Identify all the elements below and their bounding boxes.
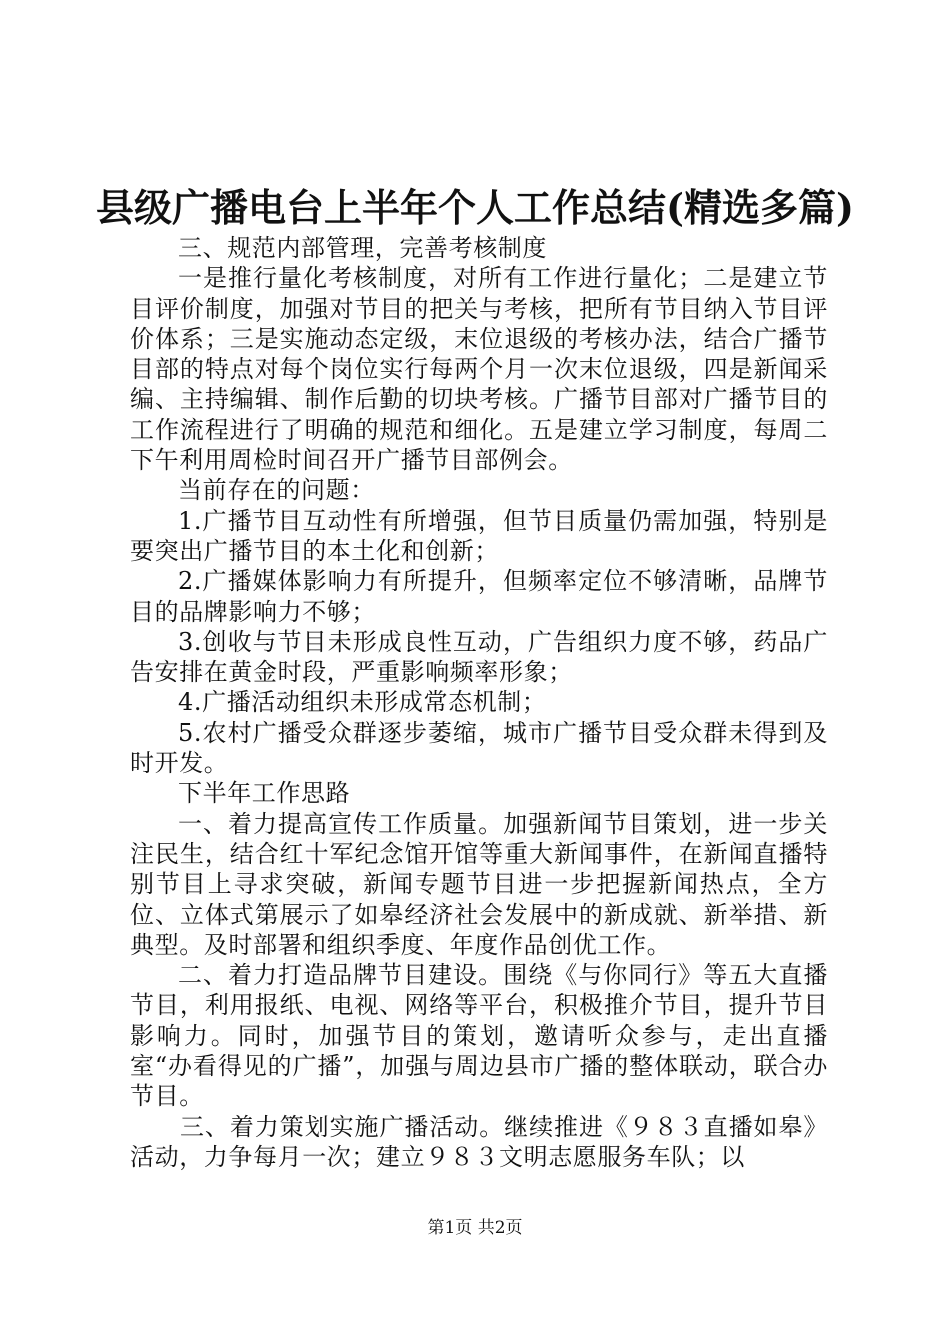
list-item: 2.广播媒体影响力有所提升，但频率定位不够清晰，品牌节目的品牌影响力不够； bbox=[130, 567, 828, 626]
document-body bbox=[130, 233, 828, 1172]
list-item: 3.创收与节目未形成良性互动，广告组织力度不够，药品广告安排在黄金时段，严重影响频率形象； bbox=[130, 627, 828, 687]
list-item: 5.农村广播受众群逐步萎缩，城市广播节目受众群未得到及时开发。 bbox=[130, 718, 828, 778]
list-item: 1.广播节目互动性有所增强，但节目质量仍需加强，特别是要突出广播节目的本土化和创新； bbox=[130, 506, 828, 565]
section-heading: 当前存在的问题： bbox=[178, 476, 375, 505]
document-title: 县级广播电台上半年个人工作总结(精选多篇) bbox=[96, 185, 854, 230]
body-paragraph: 一、着力提高宣传工作质量。加强新闻节目策划，进一步关注民生，结合红十军纪念馆开馆等重大新闻事件，在新闻直播特别节目上寻求突破，新闻专题节目进一步把握新闻热点，全方位、立体式第展示了如皋经济社会发展中的新成就、新举措、新典型。及时部署和组织季度、年度作品创优工作。 bbox=[130, 809, 828, 959]
list-item: 4.广播活动组织未形成常态机制； bbox=[178, 688, 547, 717]
page-footer: 第1页 共2页 bbox=[427, 1218, 523, 1238]
body-paragraph: 二、着力打造品牌节目建设。围绕《与你同行》等五大直播节目，利用报纸、电视、网络等平台，积极推介节目，提升节目影响力。同时，加强节目的策划，邀请听众参与，走出直播室“办看得见的广播”，加强与周边县市广播的整体联动，联合办节目。 bbox=[130, 961, 828, 1111]
section-heading: 下半年工作思路 bbox=[178, 779, 351, 808]
body-paragraph: 一是推行量化考核制度，对所有工作进行量化；二是建立节目评价制度，加强对节目的把关与考核，把所有节目纳入节目评价体系；三是实施动态定级，末位退级的考核办法，结合广播节目部的特点对每个岗位实行每两个月一次末位退级，四是新闻采编、主持编辑、制作后勤的切块考核。广播节目部对广播节目的工作流程进行了明确的规范和细化。五是建立学习制度，每周二下午利用周检时间召开广播节目部例会。 bbox=[130, 264, 828, 475]
body-paragraph: 三、着力策划实施广播活动。继续推进《９８３直播如皋》活动，力争每月一次；建立９８３文明志愿服务车队；以 bbox=[130, 1112, 828, 1171]
section-heading: 三、规范内部管理，完善考核制度 bbox=[178, 234, 547, 262]
